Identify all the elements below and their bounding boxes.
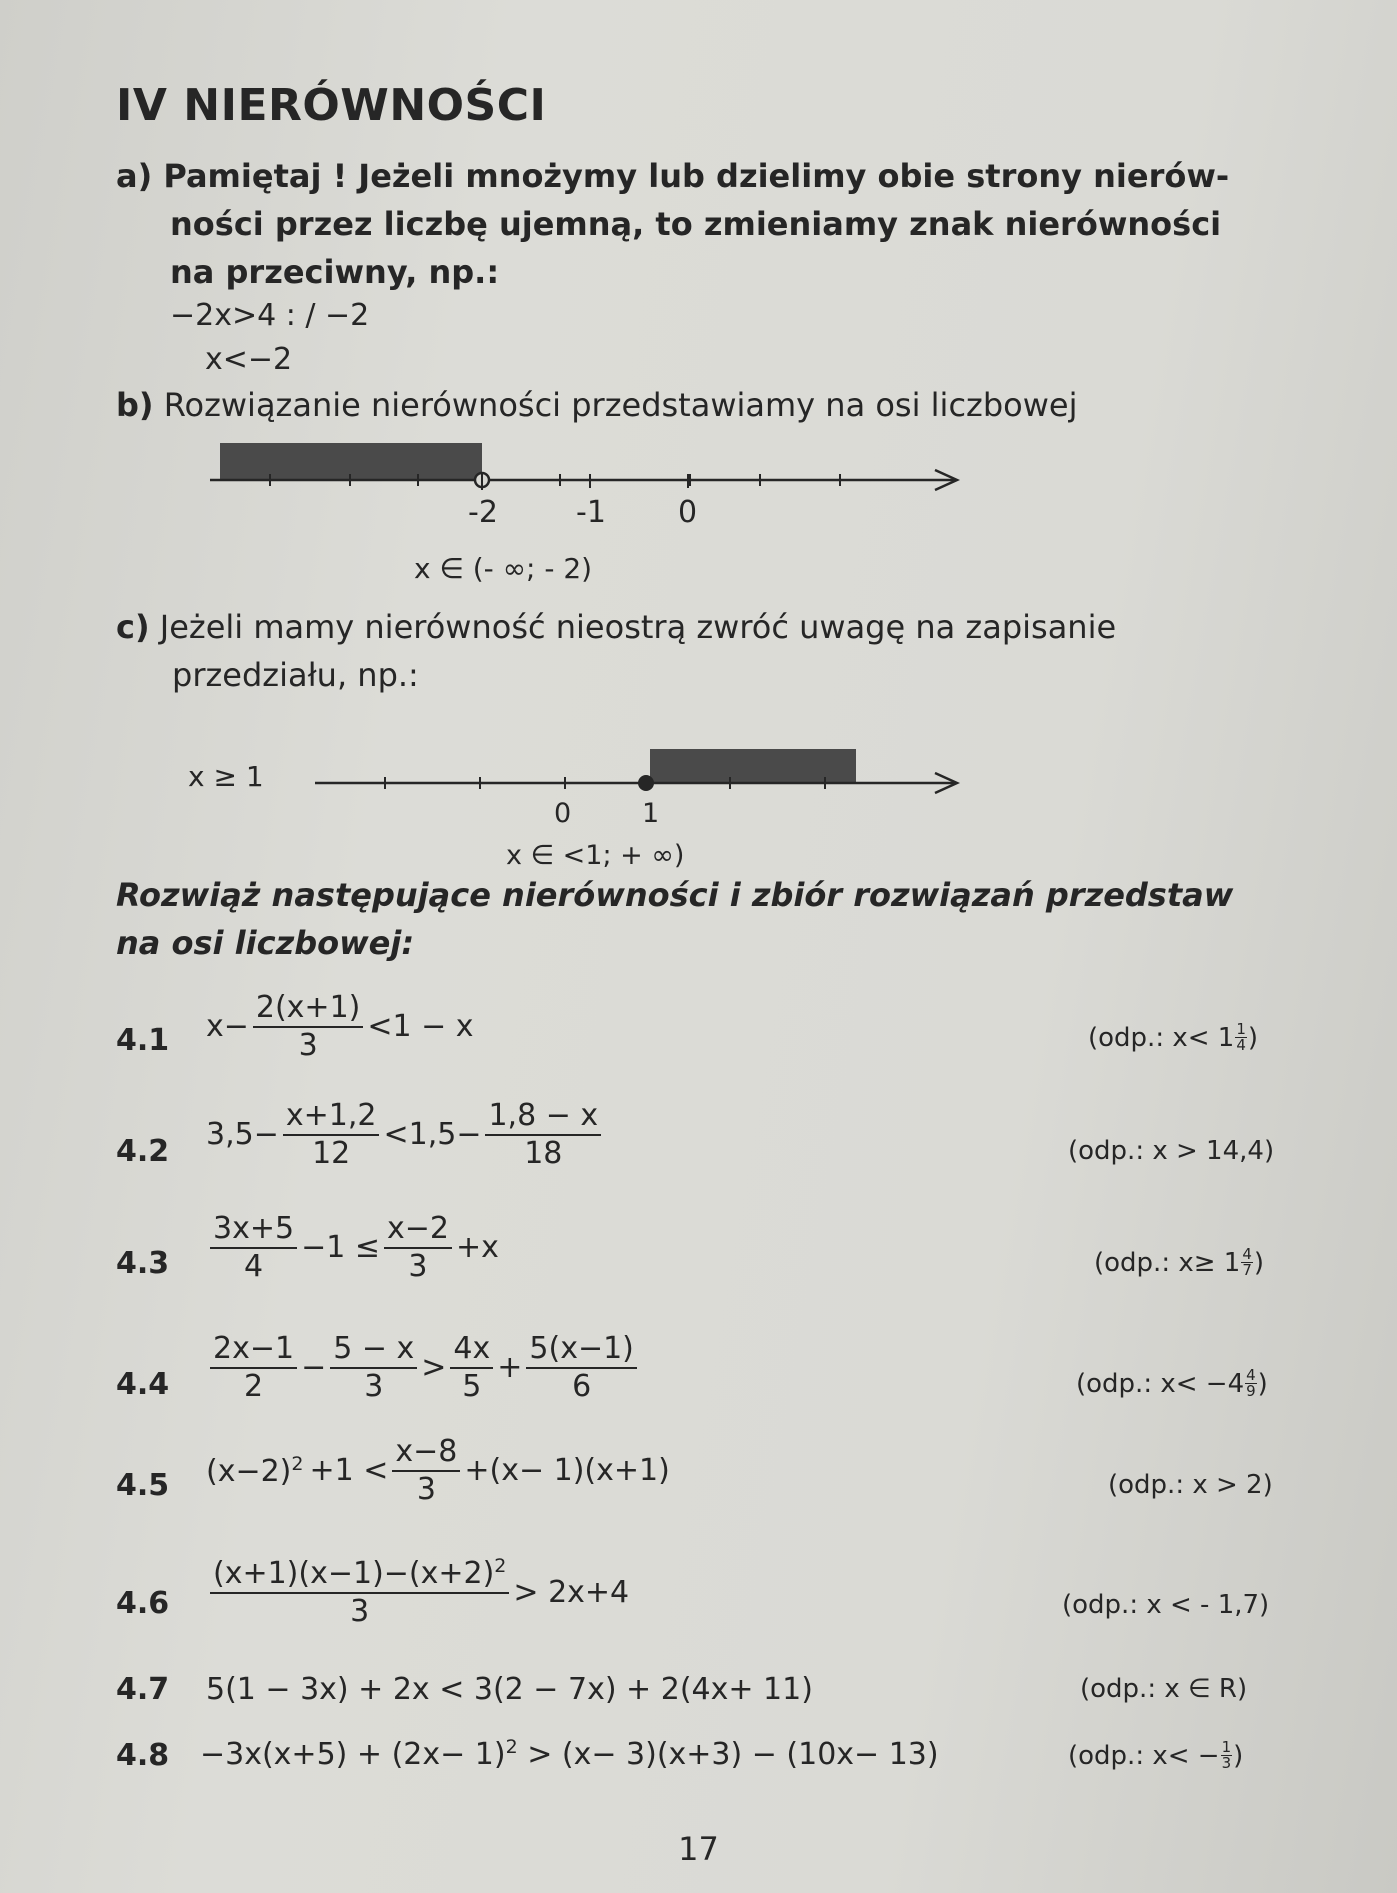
fraction: $\frac{2(x+1)}{3}$	[253, 992, 363, 1061]
fraction: $\frac{4x}{5}$	[450, 1333, 493, 1402]
exercise-4-3-expression: $\frac{3x+5}{4}$ −1 ≤ $\frac{x-2}{3}$ +x	[206, 1213, 499, 1282]
fraction: $\frac{5 - x}{3}$	[330, 1333, 417, 1402]
section-b-line	[116, 386, 1077, 424]
section-c-text1: Jeżeli mamy nierówność nieostrą zwróć uwagę na zapisanie	[159, 608, 1117, 646]
page-number: 17	[678, 1830, 719, 1868]
exercise-4-4-answer: (odp.: x< −4 4 9 )	[1076, 1366, 1268, 1400]
exercise-4-7-answer: (odp.: x ∈ R)	[1080, 1674, 1248, 1704]
section-a-line3: na przeciwny, np.:	[170, 253, 500, 291]
section-c-line2: przedziału, np.:	[172, 656, 419, 694]
exercise-number: 4.6	[116, 1586, 170, 1621]
exercise-number: 4.2	[116, 1134, 170, 1169]
answer-fraction: $\frac{1}{3}$	[1221, 1738, 1232, 1772]
exercise-number: 4.5	[116, 1468, 170, 1503]
tick-label-b: 0	[678, 495, 698, 530]
exercise-number: 4.4	[116, 1367, 170, 1402]
exercise-4-6-expression: $\frac{(x+1)(x-1)-(x+2)^2}{3}$ > 2x+4	[206, 1557, 629, 1627]
section-b-label: b)	[116, 386, 154, 424]
fraction: $\frac{2x-1}{2}$	[210, 1333, 297, 1402]
exercise-4-8-expression: $-3x(x+5) + (2x- 1)^2$ > (x− 3)(x+3) − (10x− 13)	[200, 1736, 939, 1772]
interval-c: x ∈ <1; + ∞)	[506, 840, 685, 871]
exercise-number: 4.8	[116, 1738, 170, 1773]
section-a-line2: ności przez liczbę ujemną, to zmieniamy znak nierówności	[170, 205, 1222, 243]
number-line-b	[200, 432, 980, 542]
exercise-4-1-expression: x− $\frac{2(x+1)}{3}$ <1 − x	[206, 990, 474, 1063]
exercise-4-4-expression: $\frac{2x-1}{2}$ − $\frac{5 - x}{3}$ > $\frac{4x}{5}$ + $\frac{5(x-1)}{6}$	[206, 1333, 641, 1402]
closed-endpoint-c	[638, 775, 654, 791]
section-c-line1	[116, 608, 1116, 646]
chapter-title: IV NIERÓWNOŚCI	[116, 80, 547, 131]
fraction: $\frac{1,8 - x}{18}$	[485, 1100, 601, 1169]
fraction: $\frac{x-8}{3}$	[392, 1436, 460, 1505]
tick-label-b: -1	[576, 495, 606, 530]
tick-label-c: 1	[642, 798, 660, 829]
exercise-4-7-expression: 5(1 − 3x) + 2x < 3(2 − 7x) + 2(4x+ 11)	[206, 1672, 813, 1707]
exercise-4-2-expression: 3,5− $\frac{x+1,2}{12}$ <1,5− $\frac{1,8 - x}{18}$	[206, 1100, 605, 1169]
exercise-number: 4.1	[116, 1023, 170, 1058]
task-line1: Rozwiąż następujące nierówności i zbiór rozwiązań przedstaw	[116, 876, 1234, 914]
section-b-text: Rozwiązanie nierówności przedstawiamy na osi liczbowej	[163, 386, 1078, 424]
section-a-example1: −2x>4 : / −2	[170, 298, 370, 333]
exercise-4-3-answer: (odp.: x≥ 1 4 7 )	[1094, 1245, 1265, 1279]
shaded-region-b	[220, 443, 482, 479]
fraction: $\frac{x-2}{3}$	[384, 1213, 452, 1282]
condition-c: x ≥ 1	[188, 760, 264, 793]
exercise-4-6-answer: (odp.: x < - 1,7)	[1062, 1590, 1270, 1620]
fraction: $\frac{5(x-1)}{6}$	[526, 1333, 636, 1402]
exercise-4-2-answer: (odp.: x > 14,4)	[1068, 1136, 1275, 1166]
tick-label-c: 0	[554, 798, 572, 829]
section-a-line1	[116, 157, 1229, 195]
section-a-text1: Pamiętaj ! Jeżeli mnożymy lub dzielimy obie strony nierów-	[163, 157, 1230, 195]
tick-label-b: -2	[468, 495, 498, 530]
exercise-4-1-answer: (odp.: x< 1 1 4 )	[1088, 1020, 1259, 1054]
exercise-4-5-expression: $(x-2)^2$ +1 < $\frac{x-8}{3}$ +(x− 1)(x+1)	[206, 1434, 670, 1507]
number-line-c	[310, 740, 980, 830]
fraction: $\frac{x+1,2}{12}$	[283, 1100, 380, 1169]
answer-fraction: 1 4	[1236, 1020, 1246, 1054]
section-a-label: a)	[116, 157, 153, 195]
section-c-label: c)	[116, 608, 150, 646]
exercise-4-8-answer: (odp.: x< − $\frac{1}{3}$ )	[1068, 1738, 1244, 1772]
exercise-number: 4.3	[116, 1246, 170, 1281]
exercise-number: 4.7	[116, 1672, 170, 1707]
fraction: $\frac{(x+1)(x-1)-(x+2)^2}{3}$	[210, 1557, 509, 1627]
section-a-example2: x<−2	[205, 342, 293, 377]
fraction: $\frac{3x+5}{4}$	[210, 1213, 297, 1282]
answer-fraction: 4 9	[1246, 1366, 1256, 1400]
answer-fraction: 4 7	[1242, 1245, 1252, 1279]
task-line2: na osi liczbowej:	[116, 924, 415, 962]
interval-b: x ∈ (- ∞; - 2)	[414, 552, 593, 585]
exercise-4-5-answer: (odp.: x > 2)	[1108, 1470, 1273, 1500]
